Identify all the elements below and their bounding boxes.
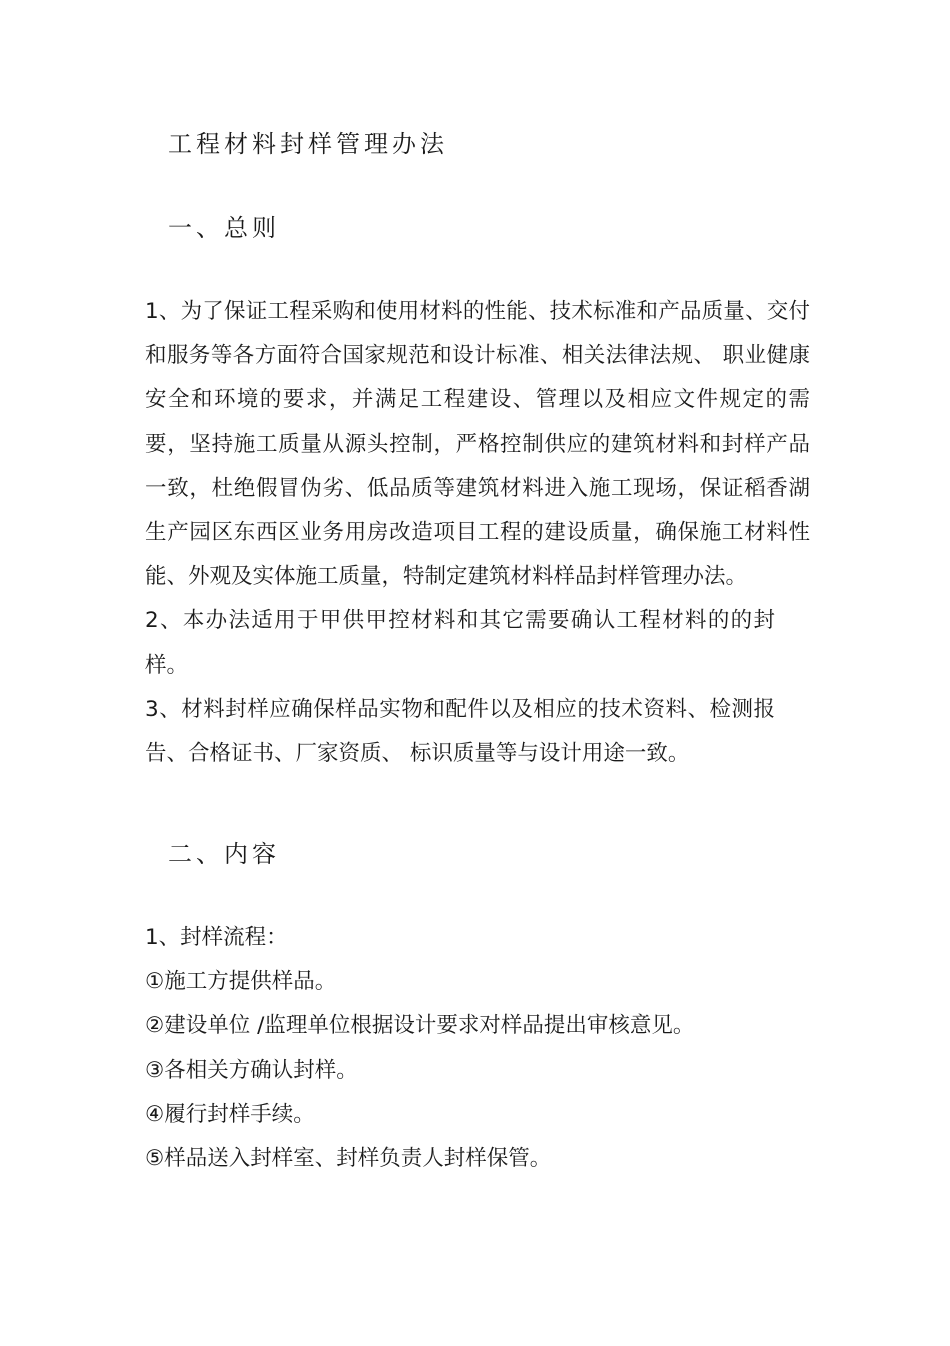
section-heading-content: 二、内容 — [168, 840, 280, 868]
process-step: ①施工方提供样品。 — [145, 969, 337, 995]
process-step: ③各相关方确认封样。 — [145, 1057, 358, 1083]
document-title: 工程材料封样管理办法 — [168, 130, 448, 158]
process-step: ⑤样品送入封样室、封样负责人封样保管。 — [145, 1146, 552, 1172]
section-content-body — [145, 916, 810, 1181]
section-general-body — [145, 290, 810, 776]
paragraph-purpose: 1、为了保证工程采购和使用材料的性能、技术标准和产品质量、交付和服务等各方面符合国家规范和设计标准、相关法律法规、 职业健康安全和环境的要求，并满足工程建设、管理以及相应文件规定的需要，坚持施工质量从源头控制，严格控制供应的建筑材料和封样产品一致，杜绝假冒伪劣、低品质等建筑材料进入施工现场，保证稻香湖生产园区东西区业务用房改造项目工程的建设质量，确保施工材料性能、外观及实体施工质量，特制定建筑材料样品封样管理办法。 — [145, 299, 810, 590]
process-step: ④履行封样手续。 — [145, 1101, 315, 1127]
subheading-sealing-process: 1、封样流程： — [145, 925, 288, 950]
paragraph-requirements: 3、材料封样应确保样品实物和配件以及相应的技术资料、检测报告、合格证书、厂家资质、 标识质量等与设计用途一致。 — [145, 696, 775, 767]
process-step: ②建设单位 /监理单位根据设计要求对样品提出审核意见。 — [145, 1013, 695, 1039]
section-heading-general: 一、总则 — [168, 214, 280, 242]
paragraph-scope: 2、本办法适用于甲供甲控材料和其它需要确认工程材料的的封样。 — [145, 608, 775, 678]
